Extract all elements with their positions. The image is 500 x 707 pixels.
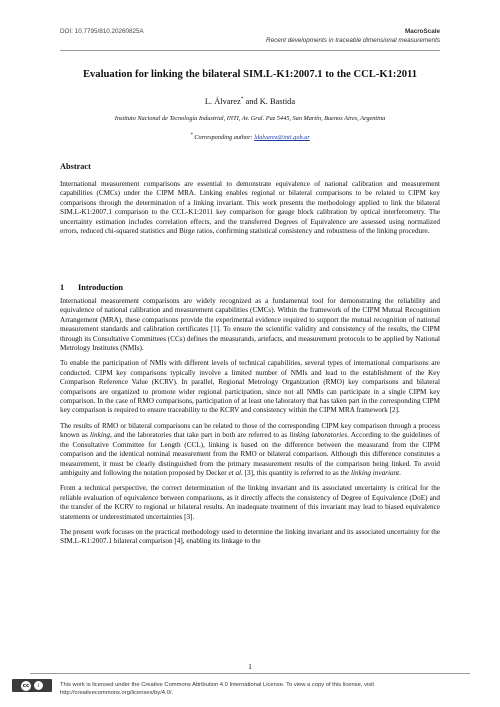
p3-term-linking: linking — [90, 431, 111, 440]
paper-authors — [40, 96, 460, 106]
p3-text-a: The results of RMO or bilateral comparisons can be related to those of the corresponding CIPM key comparison through a process known as — [60, 421, 440, 440]
author-mark: * — [240, 96, 244, 102]
p3-et-al: et al. — [228, 468, 243, 477]
footer-divider — [30, 673, 470, 674]
p3-text-c: , and the laboratories that take part in both are referred to as — [110, 431, 290, 440]
section-title: Introduction — [78, 283, 124, 292]
intro-paragraph-3 — [60, 422, 440, 478]
section-number: 1 — [60, 283, 65, 292]
journal-tagline: Recent developments in traceable dimensional measurements — [266, 37, 440, 44]
intro-paragraph-1: International measurement comparisons are widely recognized as a fundamental tool for demonstrating the reliability and equivalence of national calibration and measurement capabilities (CMCs). Within the framework of the CIPM Mutual Recognition Arrangement (MRA), these comparisons provide the experimental evidence required to support the mutual recognition of national measurement standards and calibration certificates [1]. To ensure the scientific validity and consistency of the results, the CIPM through its Consultative Committees (CCs) defines the measurands, artefacts, and measurement protocols to be applied by National Metrology Institutes (NMIs). — [60, 297, 440, 353]
abstract-heading: Abstract — [60, 162, 91, 171]
intro-paragraph-4: From a technical perspective, the correct determination of the linking invariant and its associated uncertainty is critical for the reliable evaluation of equivalence between comparisons, as it directly affects the consistency of Degree of Equivalence (DoE) and the transfer of the KCRV to regional or bilateral results. An inadequate treatment of this invariant may lead to biased equivalence statements or underestimated uncertainties [3]. — [60, 484, 440, 521]
corresponding-author — [40, 133, 460, 141]
header-divider — [60, 50, 440, 51]
p3-text-e: . According to the guidelines of the Consultative Committee for Length (CCL), linking is based on the difference between the measurand from the CIPM comparison and the identical nominal measurement from the RMO or bilateral comparison. Although this difference constitutes a measurement, it must be clearly distinguished from the primary measurement results of the comparison being linked. To avoid ambiguity and following the notation proposed by Decker — [60, 431, 440, 477]
introduction-body — [60, 297, 440, 553]
p3-text-i: . — [399, 468, 401, 477]
p3-term-invariant: the linking invariant — [340, 468, 400, 477]
author-first: L. Álvarez — [204, 96, 241, 106]
abstract-text — [60, 180, 440, 242]
paper-title: Evaluation for linking the bilateral SIM.L-K1:2007.1 to the CCL-K1:2011 — [82, 69, 418, 80]
journal-brand: MacroScale — [404, 28, 440, 35]
page-number: 1 — [248, 662, 252, 671]
intro-paragraph-2: To enable the participation of NMIs with different levels of technical capabilities, several types of international comparisons are conducted. CIPM key comparisons typically involve a limited number of NMIs and lead to the establishment of the Key Comparison Reference Value (KCRV). In parallel, Regional Metrology Organization (RMO) key comparisons and bilateral comparisons are organized to promote wider regional participation, since not all NMIs can participate in a single CIPM key comparison. In the case of RMO comparisons, participation of at least one laboratory that has taken part in the corresponding CIPM key comparison is required to ensure traceability to the KCRV and consistency within the CIPM MRA framework [2]. — [60, 359, 440, 415]
abstract-paragraph: International measurement comparisons are essential to demonstrate equivalence of national calibration and measurement capabilities (CMCs) under the CIPM MRA. Linking enables regional or bilateral comparisons to be related to CIPM key comparisons through the determination of a linking invariant. This work presents the methodology applied to link the bilateral SIM.L-K1:2007.1 comparison to the CCL-K1:2011 key comparison for gauge block calibration by optical interferometry. The uncertainty estimation includes correlation effects, and the transferred Degrees of Equivalence are assessed using normalized errors, reduced chi-squared statistics and Birge ratios, confirming statistical consistency and robustness of the linking procedure. — [60, 180, 440, 236]
intro-paragraph-5: The present work focuses on the practical methodology used to determine the linking invariant and its associated uncertainty for the SIM.L-K1:2007.1 bilateral comparison [4], enabling its linkage to the — [60, 527, 440, 546]
p3-term-linking-laboratories: linking laboratories — [289, 431, 348, 440]
section-heading-introduction — [60, 283, 123, 292]
license-text: This work is licensed under the Creative Commons Attribution 4.0 International License. To view a copy of this license, visit http://creativecommons.org/licenses/by/4.0/. — [60, 682, 375, 696]
corresponding-email-link[interactable]: ldalvarez@inti.gob.ar — [254, 134, 310, 142]
p3-text-g: [3], this quantity is referred to as — [242, 468, 341, 477]
journal-header — [266, 27, 440, 45]
doi-label: DOI: 10.7795/810.20260825A — [60, 28, 144, 35]
affiliation: Instituto Nacional de Tecnología Industrial, INTI, Av. Gral. Paz 5445, San Martín, Buenos Aires, Argentina — [114, 115, 386, 122]
corresponding-mark: * — [190, 133, 193, 138]
creative-commons-by-icon[interactable] — [12, 679, 52, 692]
author-rest: and K. Bastida — [243, 96, 296, 106]
corresponding-label: Corresponding author: — [192, 134, 255, 142]
cc-badge-right: i — [34, 681, 43, 690]
cc-badge-left: cc — [22, 682, 30, 689]
